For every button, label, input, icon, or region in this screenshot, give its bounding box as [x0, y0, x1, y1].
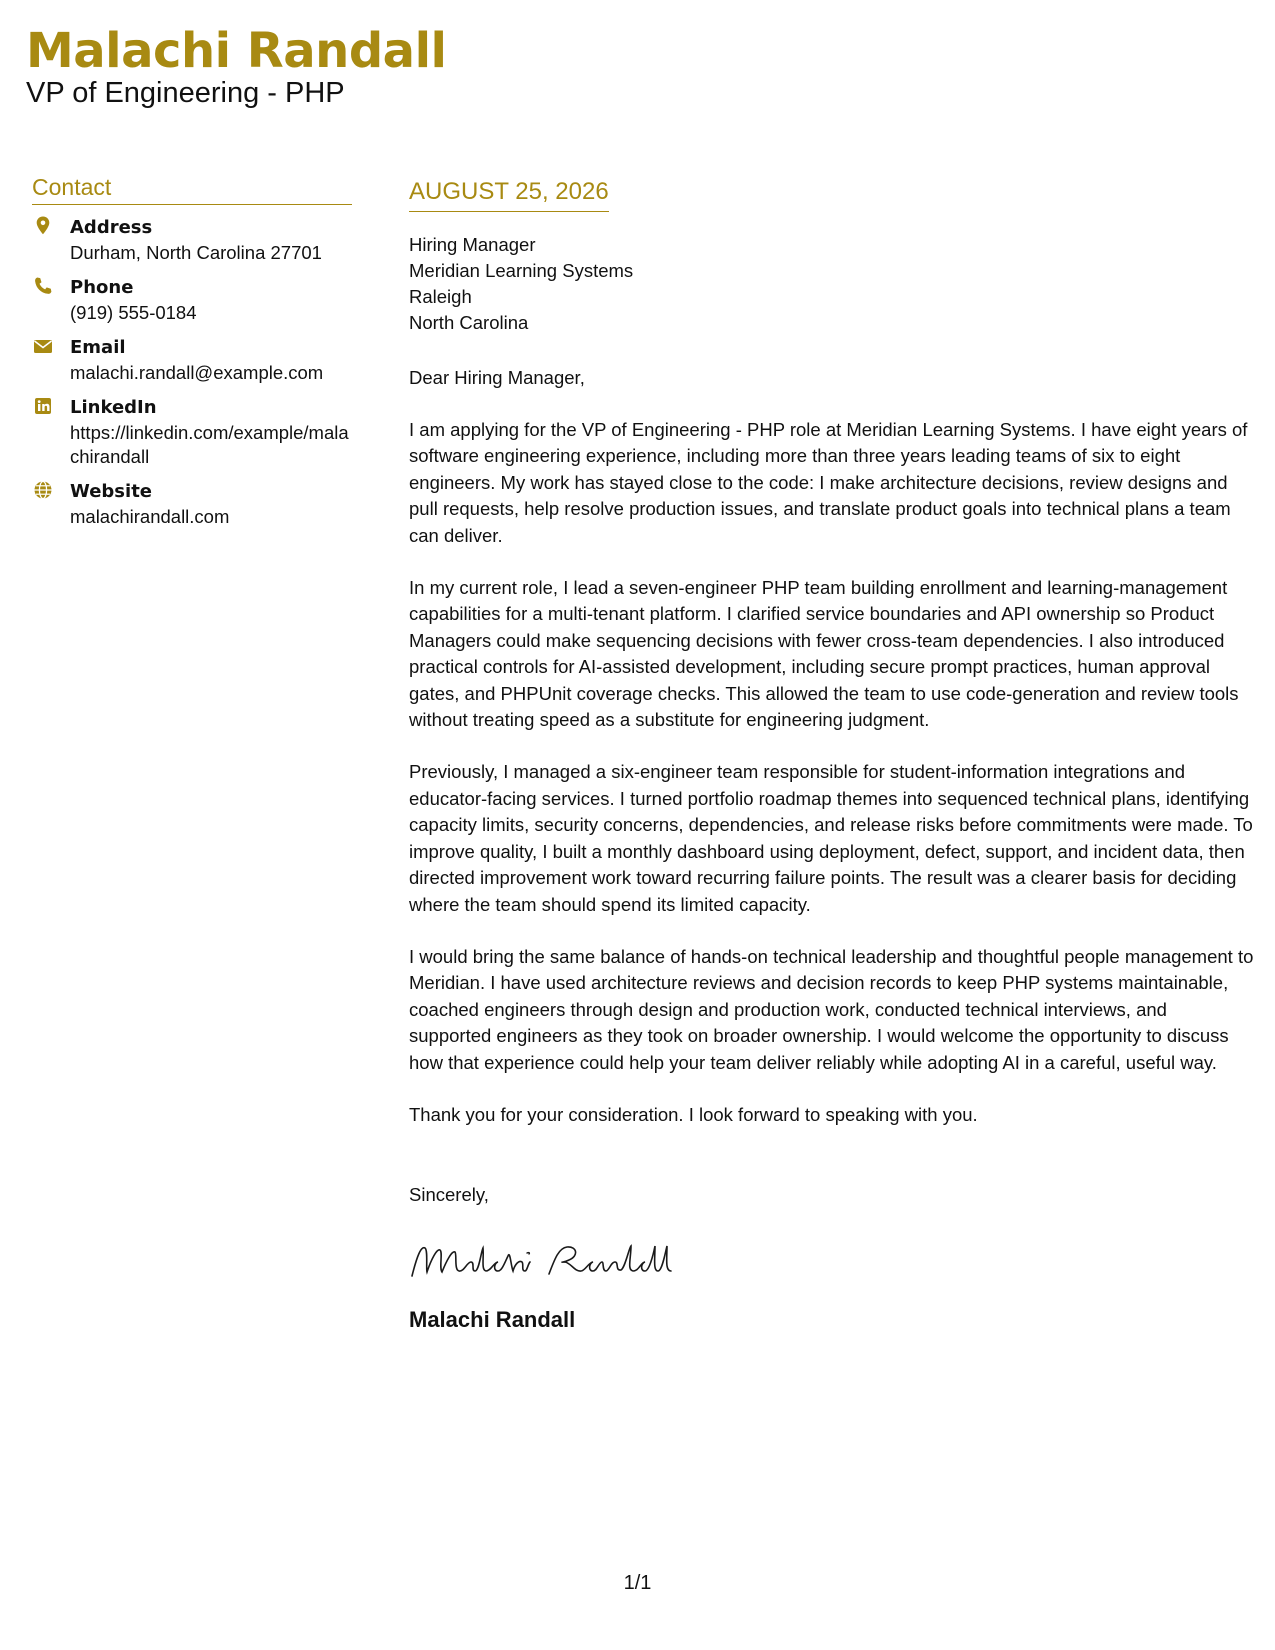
contact-sidebar: [32, 174, 352, 539]
body-paragraph: I would bring the same balance of hands-on technical leadership and thoughtful people management to Meridian. I have used architecture reviews and decision records to keep PHP systems maintainable, coached engineers through design and production work, conducted technical interviews, and supported engineers as they took on broader ownership. I would welcome the opportunity to discuss how that experience could help your team deliver reliably while adopting AI in a careful, useful way.: [409, 945, 1254, 1073]
contact-label: Email: [70, 337, 126, 358]
contact-label: Phone: [70, 277, 134, 298]
map-pin-icon: [32, 215, 54, 237]
contact-section-title: Contact: [32, 174, 352, 205]
signer-name: Malachi Randall: [409, 1307, 576, 1333]
recipient-block: [409, 232, 1254, 336]
contact-website: [32, 479, 352, 529]
letter-body: [409, 178, 1254, 1334]
contact-address: [32, 215, 352, 265]
contact-phone: [32, 275, 352, 325]
body-paragraph: Thank you for your consideration. I look forward to speaking with you.: [409, 1103, 978, 1125]
phone-icon: [32, 275, 54, 297]
email-icon: [32, 335, 54, 357]
website-link[interactable]: malachirandall.com: [70, 506, 230, 527]
recipient-line: Hiring Manager: [409, 234, 536, 255]
handwritten-signature: [409, 1238, 679, 1284]
contact-value: Durham, North Carolina 27701: [70, 242, 322, 263]
contact-value: (919) 555-0184: [70, 302, 197, 323]
contact-label: Website: [70, 481, 153, 502]
recipient-line: North Carolina: [409, 312, 529, 333]
salutation: Dear Hiring Manager,: [409, 367, 585, 388]
letter-date: AUGUST 25, 2026: [409, 178, 609, 212]
body-paragraph: In my current role, I lead a seven-engineer PHP team building enrollment and learning-management capabilities for a multi-tenant platform. I clarified service boundaries and API ownership so Product Managers could make sequencing decisions with fewer cross-team dependencies. I also introduced practical controls for AI-assisted development, including secure prompt practices, human approval gates, and PHPUnit coverage checks. This allowed the team to use code-generation and review tools without treating speed as a substitute for engineering judgment.: [409, 577, 1239, 731]
linkedin-icon: [32, 395, 54, 417]
page-number: 1/1: [623, 1572, 652, 1594]
contact-linkedin: [32, 395, 352, 469]
body-paragraph: Previously, I managed a six-engineer team responsible for student-information integrations and educator-facing services. I turned portfolio roadmap themes into sequenced technical plans, identifying capacity limits, security concerns, dependencies, and release risks before commitments were made. To improve quality, I built a monthly dashboard using deployment, defect, support, and incident data, then directed improvement work toward recurring failure points. The result was a clearer basis for deciding where the team should spend its limited capacity.: [409, 761, 1253, 915]
globe-icon: [32, 479, 54, 501]
recipient-line: Meridian Learning Systems: [409, 260, 634, 281]
header: [26, 22, 446, 110]
closing: Sincerely,: [409, 1184, 489, 1206]
contact-label: Address: [70, 217, 153, 238]
contact-label: LinkedIn: [70, 397, 157, 418]
contact-email: [32, 335, 352, 385]
body-paragraph: I am applying for the VP of Engineering - PHP role at Meridian Learning Systems. I have eight years of software engineering experience, including more than three years leading teams of six to eight engineers. My work has stayed close to the code: I make architecture decisions, review designs and pull requests, help resolve production issues, and translate product goals into technical plans a team can deliver.: [409, 419, 1248, 546]
applicant-name: Malachi Randall: [26, 23, 447, 79]
recipient-line: Raleigh: [409, 286, 472, 307]
contact-value: malachi.randall@example.com: [70, 362, 324, 383]
linkedin-link[interactable]: https://linkedin.com/example/malachirandall: [70, 422, 349, 467]
job-title: VP of Engineering - PHP: [26, 77, 345, 109]
